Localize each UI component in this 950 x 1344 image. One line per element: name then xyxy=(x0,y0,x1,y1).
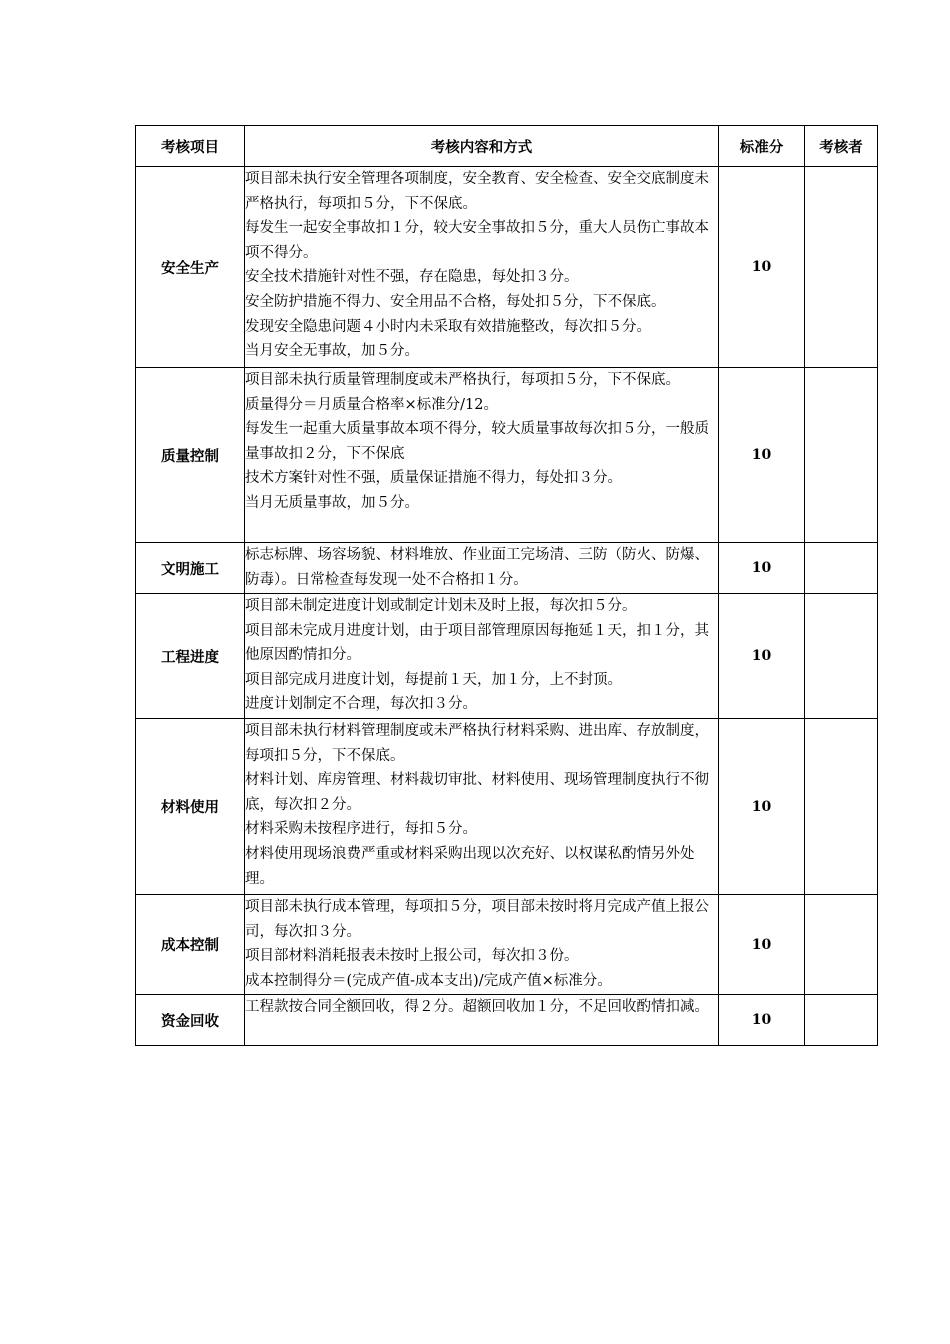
content-line: 安全防护措施不得力、安全用品不合格，每处扣５分，下不保底。 xyxy=(245,293,666,310)
item-name: 质量控制 xyxy=(136,368,245,543)
table-row xyxy=(136,995,878,1046)
header-score: 标准分 xyxy=(719,126,805,167)
item-content xyxy=(245,995,719,1046)
content-line: 项目部未执行质量管理制度或未严格执行，每项扣５分，下不保底。 xyxy=(245,372,680,388)
content-line: 每发生一起重大质量事故本项不得分，较大质量事故每次扣５分，一般质量事故扣２分，下不保底 xyxy=(245,421,709,462)
item-content xyxy=(245,719,719,895)
item-name: 材料使用 xyxy=(136,719,245,895)
content-line: 项目部完成月进度计划，每提前１天，加１分，上不封顶。 xyxy=(245,671,622,688)
content-line: 当月安全无事故，加５分。 xyxy=(245,343,419,360)
item-content xyxy=(245,167,719,368)
item-content xyxy=(245,594,719,719)
content-line: 安全技术措施针对性不强，存在隐患，每处扣３分。 xyxy=(245,269,579,286)
content-line: 材料采购未按程序进行，每扣５分。 xyxy=(245,821,477,838)
standard-score: 10 xyxy=(719,543,805,594)
table-row xyxy=(136,543,878,594)
content-line: 质量得分＝月质量合格率×标准分/12。 xyxy=(245,396,498,413)
header-grader: 考核者 xyxy=(805,126,878,167)
table-row xyxy=(136,895,878,995)
item-name: 文明施工 xyxy=(136,543,245,594)
content-line: 标志标牌、场容场貌、材料堆放、作业面工完场清、三防（防火、防爆、防毒）。日常检查每发现一处不合格扣１分。 xyxy=(245,547,709,588)
standard-score: 10 xyxy=(719,895,805,995)
content-line: 项目部未制定进度计划或制定计划未及时上报，每次扣５分。 xyxy=(245,598,637,614)
item-name: 安全生产 xyxy=(136,167,245,368)
table-row xyxy=(136,167,878,368)
table-row xyxy=(136,594,878,719)
standard-score: 10 xyxy=(719,995,805,1046)
grader-cell xyxy=(805,895,878,995)
content-line: 项目部材料消耗报表未按时上报公司，每次扣３份。 xyxy=(245,948,579,965)
content-line: 材料使用现场浪费严重或材料采购出现以次充好、以权谋私酌情另外处理。 xyxy=(245,845,695,887)
grader-cell xyxy=(805,167,878,368)
assessment-table xyxy=(135,125,878,1046)
content-line: 技术方案针对性不强，质量保证措施不得力，每处扣３分。 xyxy=(245,470,622,487)
header-content: 考核内容和方式 xyxy=(245,126,719,167)
item-content xyxy=(245,543,719,594)
item-content xyxy=(245,895,719,995)
header-row xyxy=(136,126,878,167)
content-line: 发现安全隐患问题４小时内未采取有效措施整改，每次扣５分。 xyxy=(245,318,651,335)
content-line: 进度计划制定不合理，每次扣３分。 xyxy=(245,696,477,713)
content-line: 项目部未执行成本管理，每项扣５分，项目部未按时将月完成产值上报公司，每次扣３分。 xyxy=(245,899,709,940)
standard-score: 10 xyxy=(719,594,805,719)
item-name: 成本控制 xyxy=(136,895,245,995)
item-content xyxy=(245,368,719,543)
content-line: 项目部未执行材料管理制度或未严格执行材料采购、进出库、存放制度，每项扣５分，下不保底。 xyxy=(245,723,709,764)
header-item: 考核项目 xyxy=(136,126,245,167)
grader-cell xyxy=(805,719,878,895)
standard-score: 10 xyxy=(719,368,805,543)
content-line: 项目部未执行安全管理各项制度，安全教育、安全检查、安全交底制度未严格执行，每项扣５分，下不保底。 xyxy=(245,171,709,212)
table-row xyxy=(136,368,878,543)
content-line: 工程款按合同全额回收，得２分。超额回收加１分，不足回收酌情扣减。 xyxy=(245,999,709,1015)
content-line: 当月无质量事故，加５分。 xyxy=(245,494,419,511)
content-line: 材料计划、库房管理、材料裁切审批、材料使用、现场管理制度执行不彻底，每次扣２分。 xyxy=(245,772,709,813)
item-name: 工程进度 xyxy=(136,594,245,719)
standard-score: 10 xyxy=(719,719,805,895)
grader-cell xyxy=(805,995,878,1046)
content-line: 每发生一起安全事故扣１分，较大安全事故扣５分，重大人员伤亡事故本项不得分。 xyxy=(245,220,709,261)
grader-cell xyxy=(805,594,878,719)
content-line: 项目部未完成月进度计划，由于项目部管理原因每拖延１天，扣１分，其他原因酌情扣分。 xyxy=(245,622,709,664)
item-name: 资金回收 xyxy=(136,995,245,1046)
standard-score: 10 xyxy=(719,167,805,368)
content-line: 成本控制得分＝(完成产值-成本支出)/完成产值×标准分。 xyxy=(245,972,612,989)
grader-cell xyxy=(805,543,878,594)
grader-cell xyxy=(805,368,878,543)
table-row xyxy=(136,719,878,895)
